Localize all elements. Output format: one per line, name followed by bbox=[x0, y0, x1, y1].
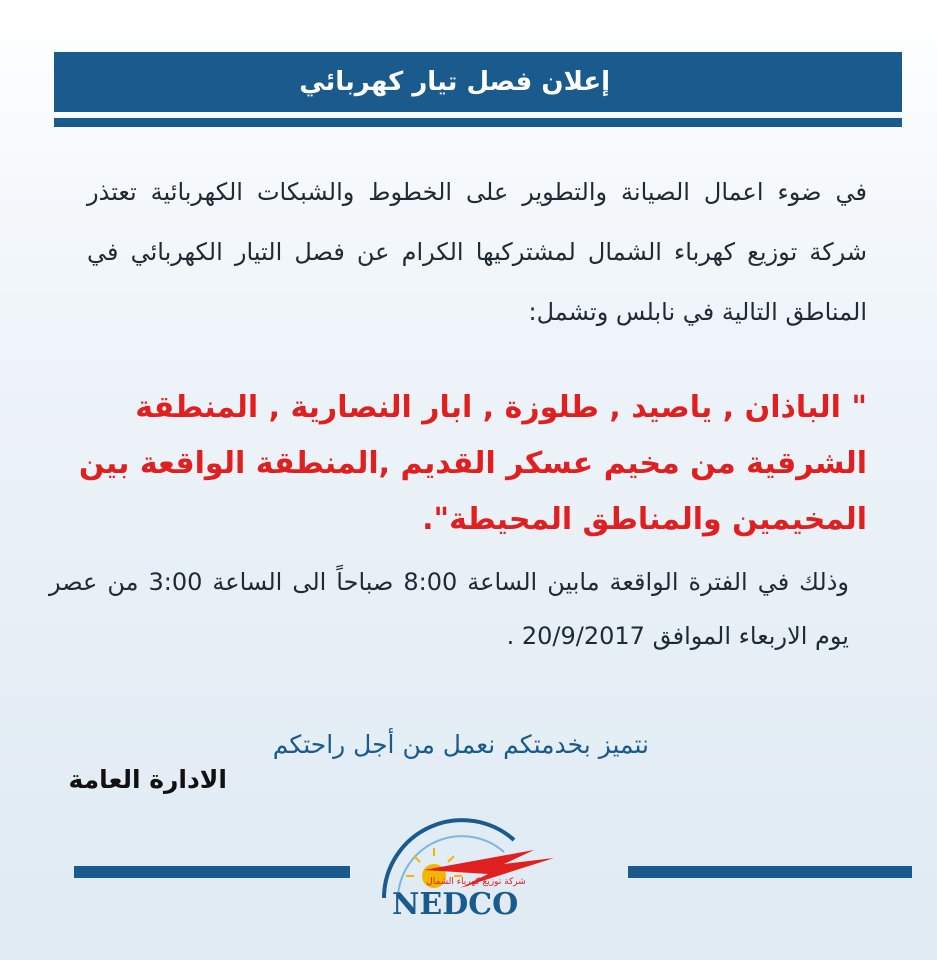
affected-areas: " الباذان , ياصيد , طلوزة , ابار النصارية , المنطقة الشرقية من مخيم عسكر القديم ,المنطقة الواقعة بين المخيمين والمناطق المحيطة". bbox=[78, 390, 867, 537]
nedco-logo bbox=[364, 818, 564, 928]
footer-rule-right bbox=[628, 866, 912, 878]
time-paragraph: وذلك في الفترة الواقعة مابين الساعة 8:00 صباحاً الى الساعة 3:00 من عصر يوم الاربعاء الموافق 20/9/2017 . bbox=[49, 568, 849, 650]
page-title: إعلان فصل تيار كهربائي bbox=[299, 67, 610, 97]
banner-underline bbox=[54, 118, 902, 127]
title-banner bbox=[54, 52, 902, 112]
management-signature: الادارة العامة bbox=[68, 765, 227, 794]
slogan: نتميز بخدمتكم نعمل من أجل راحتكم bbox=[272, 730, 649, 759]
footer-rule-left bbox=[74, 866, 350, 878]
logo-brand: NEDCO bbox=[392, 887, 519, 922]
logo-arabic-name: شركة توزيع كهرباء الشمال bbox=[426, 877, 526, 887]
intro-paragraph: في ضوء اعمال الصيانة والتطوير على الخطوط والشبكات الكهربائية تعتذر شركة توزيع كهرباء الشمال لمشتركيها الكرام عن فصل التيار الكهربائي في المناطق التالية في نابلس وتشمل: bbox=[87, 178, 867, 326]
